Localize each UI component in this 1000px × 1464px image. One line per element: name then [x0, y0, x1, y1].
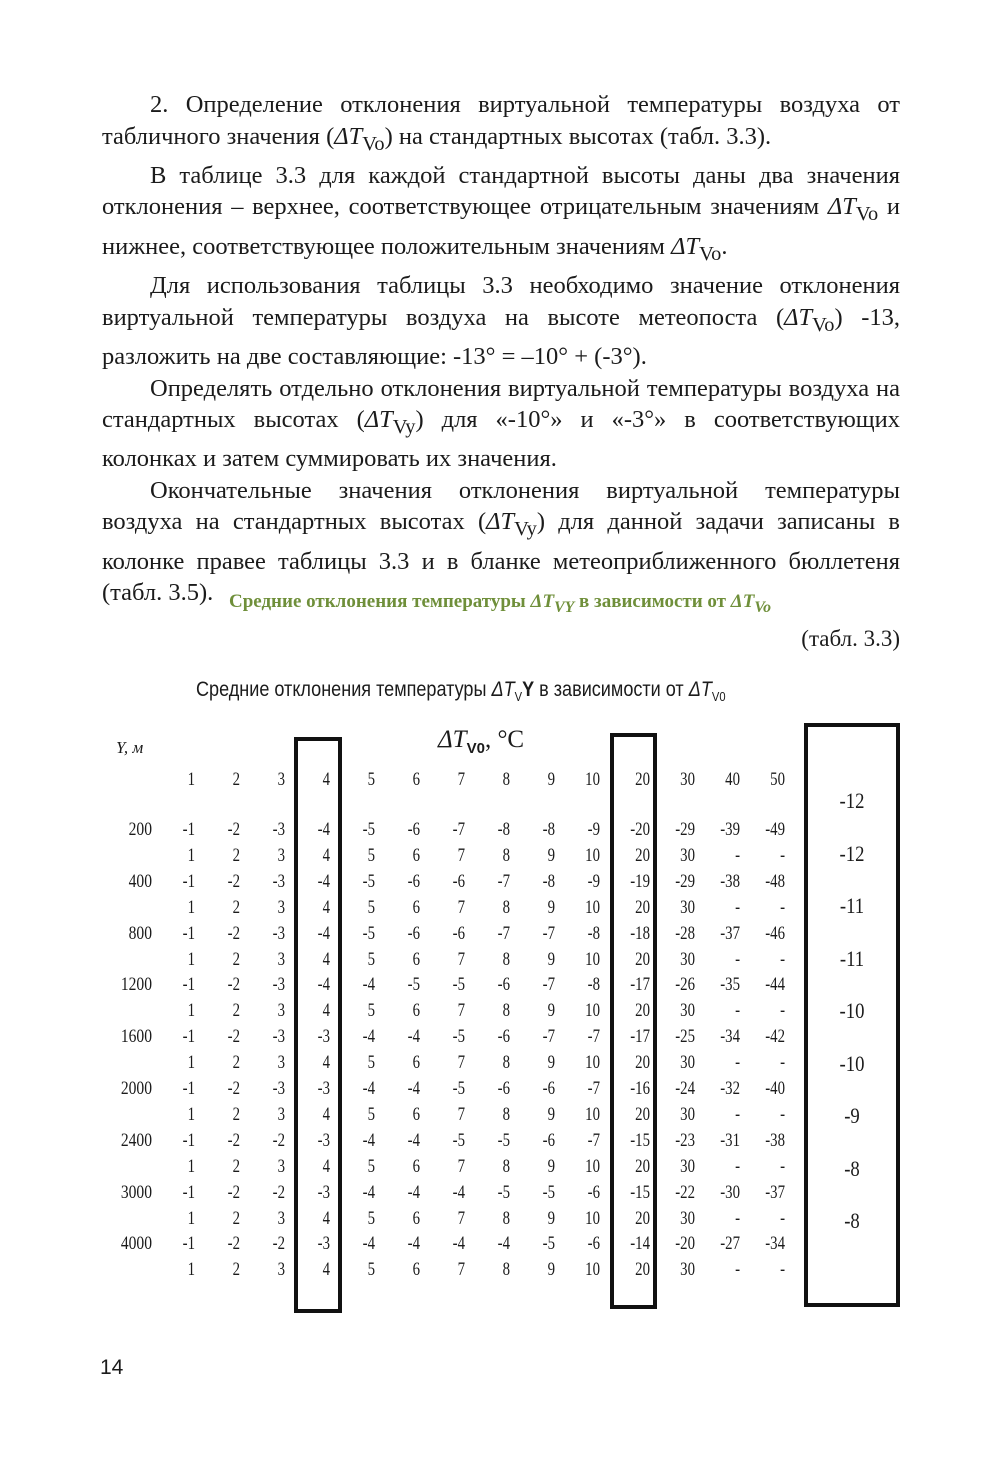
positive-deviation-cell: - — [735, 1259, 740, 1281]
negative-deviation-cell: -5 — [362, 819, 375, 840]
negative-deviation-cell: -19 — [630, 870, 650, 892]
negative-deviation-cell: -5 — [497, 1129, 510, 1151]
result-value: -9 — [844, 1103, 860, 1128]
positive-deviation-cell: 4 — [322, 1207, 330, 1229]
negative-deviation-cell: -1 — [182, 1233, 195, 1255]
negative-deviation-cell: -46 — [765, 922, 785, 944]
negative-deviation-cell: -4 — [317, 974, 330, 996]
positive-deviation-cell: 5 — [367, 896, 375, 918]
result-value: -8 — [844, 1156, 860, 1181]
body-text — [102, 89, 900, 609]
negative-deviation-cell: -3 — [272, 1026, 285, 1048]
negative-deviation-cell: -5 — [452, 974, 465, 996]
negative-deviation-cell: -5 — [362, 870, 375, 892]
positive-deviation-cell: - — [780, 1000, 785, 1022]
negative-deviation-cell: -8 — [587, 922, 600, 944]
negative-deviation-cell: -2 — [272, 1181, 285, 1203]
negative-deviation-cell: -27 — [720, 1233, 740, 1255]
negative-deviation-cell: -2 — [227, 870, 240, 892]
negative-deviation-cell: -38 — [720, 870, 740, 892]
paragraph-1: 2. Определение отклонения виртуальной температуры воздуха от табличного значения $(\Delta T_{Vo})$ на стандартных высотах (табл. 3.3). — [102, 91, 900, 155]
negative-deviation-cell: -22 — [675, 1181, 695, 1203]
positive-deviation-cell: 8 — [502, 1000, 510, 1022]
positive-deviation-cell: 9 — [547, 1259, 555, 1281]
negative-deviation-cell: -42 — [765, 1026, 785, 1048]
positive-deviation-cell: 10 — [585, 1155, 600, 1177]
positive-deviation-cell: 2 — [232, 1207, 240, 1229]
positive-deviation-cell: 6 — [412, 1259, 420, 1281]
negative-deviation-cell: -6 — [452, 922, 465, 944]
paragraph-2: В таблице 3.3 для каждой стандартной высоты даны два значения отклонения – верхнее, соответствующее отрицательным значениям $\Delta T_{Vo}$ и нижнее, соответствующее положительным значениям $\Delta T_{Vo}$. — [102, 161, 900, 265]
negative-deviation-cell: -3 — [317, 1129, 330, 1151]
negative-deviation-cell: -5 — [542, 1181, 555, 1203]
negative-deviation-cell: -7 — [452, 819, 465, 840]
positive-deviation-cell: 2 — [232, 1155, 240, 1177]
negative-deviation-cell: -31 — [720, 1129, 740, 1151]
negative-deviation-cell: -3 — [272, 922, 285, 944]
negative-deviation-cell: -1 — [182, 974, 195, 996]
positive-deviation-cell: 30 — [680, 1207, 695, 1229]
negative-deviation-cell: -16 — [630, 1078, 650, 1099]
negative-deviation-cell: -38 — [765, 1129, 785, 1151]
positive-deviation-cell: 7 — [457, 1052, 465, 1074]
negative-deviation-cell: -4 — [407, 1129, 420, 1151]
negative-deviation-cell: -5 — [452, 1078, 465, 1099]
positive-deviation-cell: 8 — [502, 1155, 510, 1177]
negative-deviation-cell: -8 — [497, 819, 510, 840]
positive-deviation-cell: 4 — [322, 948, 330, 970]
positive-deviation-cell: 1 — [187, 1104, 195, 1125]
positive-deviation-cell: 1 — [187, 948, 195, 970]
negative-deviation-cell: -40 — [765, 1078, 785, 1099]
positive-deviation-cell: 8 — [502, 1104, 510, 1125]
negative-deviation-cell: -4 — [407, 1233, 420, 1255]
column-header: 40 — [725, 769, 740, 790]
positive-deviation-cell: 9 — [547, 1207, 555, 1229]
negative-deviation-cell: -6 — [542, 1078, 555, 1099]
positive-deviation-cell: 6 — [412, 845, 420, 866]
positive-deviation-cell: 7 — [457, 1259, 465, 1281]
negative-deviation-cell: -17 — [630, 974, 650, 996]
negative-deviation-cell: -25 — [675, 1026, 695, 1048]
paragraph-3: Для использования таблицы 3.3 необходимо значение отклонения виртуальной температуры воздуха на высоте метеопоста $(\Delta T_{Vo})$ -13, разложить на две составляющие: -13° = –10° + (-3°). — [102, 272, 900, 371]
positive-deviation-cell: 5 — [367, 948, 375, 970]
negative-deviation-cell: -48 — [765, 870, 785, 892]
negative-deviation-cell: -5 — [362, 922, 375, 944]
positive-deviation-cell: 8 — [502, 1052, 510, 1074]
positive-deviation-cell: 20 — [635, 845, 650, 866]
negative-deviation-cell: -6 — [587, 1233, 600, 1255]
positive-deviation-cell: 7 — [457, 1000, 465, 1022]
positive-deviation-cell: 30 — [680, 1104, 695, 1125]
positive-deviation-cell: - — [735, 1155, 740, 1177]
column-header: 6 — [412, 769, 420, 790]
positive-deviation-cell: 8 — [502, 896, 510, 918]
negative-deviation-cell: -3 — [272, 870, 285, 892]
positive-deviation-cell: 4 — [322, 1000, 330, 1022]
column-header: 2 — [232, 769, 240, 790]
height-label: 400 — [128, 870, 152, 892]
positive-deviation-cell: 9 — [547, 1052, 555, 1074]
positive-deviation-cell: 20 — [635, 1000, 650, 1022]
positive-deviation-cell: 30 — [680, 896, 695, 918]
positive-deviation-cell: 1 — [187, 1155, 195, 1177]
negative-deviation-cell: -2 — [227, 922, 240, 944]
negative-deviation-cell: -5 — [452, 1026, 465, 1048]
positive-deviation-cell: 10 — [585, 1052, 600, 1074]
table-title: Средние отклонения температуры $\Delta T_VY$ в зависимости от $\Delta T_{V0}$ — [196, 678, 726, 705]
negative-deviation-cell: -7 — [587, 1026, 600, 1048]
negative-deviation-cell: -4 — [407, 1078, 420, 1099]
positive-deviation-cell: 9 — [547, 1000, 555, 1022]
positive-deviation-cell: 7 — [457, 896, 465, 918]
negative-deviation-cell: -6 — [542, 1129, 555, 1151]
negative-deviation-cell: -8 — [542, 819, 555, 840]
negative-deviation-cell: -3 — [317, 1233, 330, 1255]
positive-deviation-cell: 20 — [635, 1259, 650, 1281]
column-header: 3 — [277, 769, 285, 790]
height-label: 800 — [128, 922, 152, 944]
height-axis-label: Y, м — [116, 738, 144, 757]
negative-deviation-cell: -4 — [317, 870, 330, 892]
positive-deviation-cell: 10 — [585, 1207, 600, 1229]
negative-deviation-cell: -8 — [542, 870, 555, 892]
negative-deviation-cell: -1 — [182, 870, 195, 892]
negative-deviation-cell: -7 — [497, 870, 510, 892]
negative-deviation-cell: -4 — [452, 1181, 465, 1203]
positive-deviation-cell: 5 — [367, 1207, 375, 1229]
positive-deviation-cell: 5 — [367, 1155, 375, 1177]
positive-deviation-cell: 5 — [367, 1104, 375, 1125]
positive-deviation-cell: 8 — [502, 1207, 510, 1229]
positive-deviation-cell: 3 — [277, 1052, 285, 1074]
negative-deviation-cell: -4 — [362, 1181, 375, 1203]
result-value: -10 — [839, 1051, 865, 1076]
positive-deviation-cell: - — [735, 896, 740, 918]
negative-deviation-cell: -1 — [182, 819, 195, 840]
negative-deviation-cell: -4 — [362, 1129, 375, 1151]
height-label: 4000 — [120, 1233, 152, 1255]
negative-deviation-cell: -6 — [497, 974, 510, 996]
page-number: 14 — [100, 1356, 124, 1379]
negative-deviation-cell: -4 — [407, 1026, 420, 1048]
column-header: 1 — [187, 769, 195, 790]
column-header: 10 — [585, 769, 600, 790]
negative-deviation-cell: -4 — [407, 1181, 420, 1203]
negative-deviation-cell: -5 — [542, 1233, 555, 1255]
positive-deviation-cell: 3 — [277, 1000, 285, 1022]
result-value: -11 — [839, 893, 865, 918]
positive-deviation-cell: 20 — [635, 1104, 650, 1125]
positive-deviation-cell: - — [735, 1052, 740, 1074]
positive-deviation-cell: 20 — [635, 896, 650, 918]
positive-deviation-cell: 3 — [277, 896, 285, 918]
positive-deviation-cell: 8 — [502, 845, 510, 866]
positive-deviation-cell: - — [780, 1052, 785, 1074]
positive-deviation-cell: 2 — [232, 1104, 240, 1125]
negative-deviation-cell: -37 — [720, 922, 740, 944]
height-label: 200 — [128, 819, 152, 840]
negative-deviation-cell: -15 — [630, 1129, 650, 1151]
positive-deviation-cell: 3 — [277, 845, 285, 866]
negative-deviation-cell: -6 — [407, 819, 420, 840]
positive-deviation-cell: 6 — [412, 1155, 420, 1177]
positive-deviation-cell: 4 — [322, 1155, 330, 1177]
positive-deviation-cell: - — [735, 948, 740, 970]
negative-deviation-cell: -37 — [765, 1181, 785, 1203]
negative-deviation-cell: -34 — [765, 1233, 785, 1255]
negative-deviation-cell: -5 — [407, 974, 420, 996]
negative-deviation-cell: -7 — [497, 922, 510, 944]
negative-deviation-cell: -3 — [317, 1078, 330, 1099]
height-label: 1200 — [120, 974, 152, 996]
negative-deviation-cell: -7 — [542, 974, 555, 996]
positive-deviation-cell: 9 — [547, 1155, 555, 1177]
positive-deviation-cell: 4 — [322, 896, 330, 918]
positive-deviation-cell: 7 — [457, 948, 465, 970]
negative-deviation-cell: -7 — [587, 1129, 600, 1151]
positive-deviation-cell: 4 — [322, 1259, 330, 1281]
positive-deviation-cell: 5 — [367, 1259, 375, 1281]
positive-deviation-cell: 7 — [457, 845, 465, 866]
positive-deviation-cell: 20 — [635, 1155, 650, 1177]
positive-deviation-cell: 3 — [277, 1207, 285, 1229]
positive-deviation-cell: 9 — [547, 896, 555, 918]
positive-deviation-cell: 2 — [232, 1000, 240, 1022]
positive-deviation-cell: 6 — [412, 1000, 420, 1022]
column-header: 4 — [322, 769, 330, 790]
positive-deviation-cell: 5 — [367, 1052, 375, 1074]
negative-deviation-cell: -3 — [272, 1078, 285, 1099]
negative-deviation-cell: -1 — [182, 1078, 195, 1099]
positive-deviation-cell: 6 — [412, 1207, 420, 1229]
positive-deviation-cell: 6 — [412, 1052, 420, 1074]
negative-deviation-cell: -2 — [227, 1026, 240, 1048]
negative-deviation-cell: -15 — [630, 1181, 650, 1203]
negative-deviation-cell: -2 — [272, 1129, 285, 1151]
paragraph-4: Определять отдельно отклонения виртуальной температуры воздуха на стандартных высотах $(\Delta T_{Vy})$ для «-10°» и «-3°» в соответствующих колонках и затем суммировать их значения. — [102, 374, 901, 473]
positive-deviation-cell: 7 — [457, 1155, 465, 1177]
positive-deviation-cell: 9 — [547, 948, 555, 970]
negative-deviation-cell: -23 — [675, 1129, 695, 1151]
positive-deviation-cell: - — [780, 1207, 785, 1229]
negative-deviation-cell: -49 — [765, 819, 785, 840]
positive-deviation-cell: 4 — [322, 1104, 330, 1125]
positive-deviation-cell: 20 — [635, 1207, 650, 1229]
negative-deviation-cell: -7 — [542, 1026, 555, 1048]
positive-deviation-cell: 30 — [680, 1052, 695, 1074]
negative-deviation-cell: -4 — [317, 819, 330, 840]
column-header: 9 — [547, 769, 555, 790]
negative-deviation-cell: -2 — [227, 1233, 240, 1255]
positive-deviation-cell: 30 — [680, 1155, 695, 1177]
positive-deviation-cell: 2 — [232, 1052, 240, 1074]
positive-deviation-cell: 3 — [277, 1259, 285, 1281]
column-header: 8 — [502, 769, 510, 790]
negative-deviation-cell: -5 — [452, 1129, 465, 1151]
positive-deviation-cell: 20 — [635, 948, 650, 970]
negative-deviation-cell: -24 — [675, 1078, 695, 1099]
height-label: 1600 — [120, 1026, 152, 1048]
positive-deviation-cell: 6 — [412, 896, 420, 918]
positive-deviation-cell: 30 — [680, 1000, 695, 1022]
positive-deviation-cell: - — [780, 948, 785, 970]
positive-deviation-cell: 2 — [232, 948, 240, 970]
negative-deviation-cell: -2 — [227, 1078, 240, 1099]
positive-deviation-cell: 2 — [232, 845, 240, 866]
negative-deviation-cell: -9 — [587, 870, 600, 892]
positive-deviation-cell: 30 — [680, 845, 695, 866]
negative-deviation-cell: -8 — [587, 974, 600, 996]
negative-deviation-cell: -3 — [272, 974, 285, 996]
negative-deviation-cell: -28 — [675, 922, 695, 944]
positive-deviation-cell: - — [780, 845, 785, 866]
negative-deviation-cell: -4 — [317, 922, 330, 944]
result-value: -10 — [839, 998, 865, 1023]
positive-deviation-cell: 2 — [232, 896, 240, 918]
negative-deviation-cell: -6 — [452, 870, 465, 892]
negative-deviation-cell: -26 — [675, 974, 695, 996]
positive-deviation-cell: 4 — [322, 1052, 330, 1074]
negative-deviation-cell: -6 — [497, 1026, 510, 1048]
negative-deviation-cell: -20 — [630, 819, 650, 840]
positive-deviation-cell: 8 — [502, 1259, 510, 1281]
column-header: 30 — [680, 769, 695, 790]
column-header: 7 — [457, 769, 465, 790]
negative-deviation-cell: -4 — [362, 974, 375, 996]
negative-deviation-cell: -2 — [227, 819, 240, 840]
negative-deviation-cell: -29 — [675, 819, 695, 840]
result-value: -11 — [839, 946, 865, 971]
positive-deviation-cell: 10 — [585, 845, 600, 866]
negative-deviation-cell: -4 — [452, 1233, 465, 1255]
positive-deviation-cell: - — [780, 1155, 785, 1177]
table-caption: Средние отклонения температуры $\Delta T_{VY}$ в зависимости от $\Delta T_{Vo}$ — [228, 591, 772, 616]
negative-deviation-cell: -44 — [765, 974, 785, 996]
positive-deviation-cell: - — [780, 1104, 785, 1125]
positive-deviation-cell: 1 — [187, 896, 195, 918]
delta-tv0-label: $\Delta T_{V0}$, °C — [438, 726, 525, 757]
negative-deviation-cell: -35 — [720, 974, 740, 996]
positive-deviation-cell: - — [735, 1000, 740, 1022]
positive-deviation-cell: 1 — [187, 1207, 195, 1229]
negative-deviation-cell: -9 — [587, 819, 600, 840]
negative-deviation-cell: -5 — [497, 1181, 510, 1203]
negative-deviation-cell: -17 — [630, 1026, 650, 1048]
negative-deviation-cell: -1 — [182, 1129, 195, 1151]
positive-deviation-cell: 5 — [367, 1000, 375, 1022]
negative-deviation-cell: -14 — [630, 1233, 650, 1255]
negative-deviation-cell: -2 — [227, 974, 240, 996]
positive-deviation-cell: 10 — [585, 948, 600, 970]
positive-deviation-cell: 9 — [547, 845, 555, 866]
positive-deviation-cell: 20 — [635, 1052, 650, 1074]
negative-deviation-cell: -39 — [720, 819, 740, 840]
positive-deviation-cell: 6 — [412, 948, 420, 970]
column-header: 20 — [635, 769, 650, 790]
positive-deviation-cell: - — [735, 1207, 740, 1229]
height-label: 3000 — [120, 1181, 152, 1203]
negative-deviation-cell: -3 — [317, 1026, 330, 1048]
positive-deviation-cell: 3 — [277, 1104, 285, 1125]
negative-deviation-cell: -7 — [542, 922, 555, 944]
positive-deviation-cell: 3 — [277, 1155, 285, 1177]
positive-deviation-cell: 10 — [585, 1104, 600, 1125]
negative-deviation-cell: -7 — [587, 1078, 600, 1099]
column-header: 5 — [367, 769, 375, 790]
negative-deviation-cell: -4 — [362, 1233, 375, 1255]
positive-deviation-cell: 2 — [232, 1259, 240, 1281]
positive-deviation-cell: 8 — [502, 948, 510, 970]
table-reference: (табл. 3.3) — [801, 626, 900, 651]
negative-deviation-cell: -2 — [272, 1233, 285, 1255]
negative-deviation-cell: -3 — [317, 1181, 330, 1203]
positive-deviation-cell: 5 — [367, 845, 375, 866]
positive-deviation-cell: 10 — [585, 1259, 600, 1281]
positive-deviation-cell: 3 — [277, 948, 285, 970]
positive-deviation-cell: - — [735, 1104, 740, 1125]
negative-deviation-cell: -20 — [675, 1233, 695, 1255]
negative-deviation-cell: -3 — [272, 819, 285, 840]
negative-deviation-cell: -32 — [720, 1078, 740, 1099]
positive-deviation-cell: 30 — [680, 948, 695, 970]
positive-deviation-cell: 6 — [412, 1104, 420, 1125]
negative-deviation-cell: -6 — [407, 870, 420, 892]
positive-deviation-cell: 9 — [547, 1104, 555, 1125]
positive-deviation-cell: 30 — [680, 1259, 695, 1281]
positive-deviation-cell: 7 — [457, 1207, 465, 1229]
result-value: -12 — [839, 841, 865, 866]
positive-deviation-cell: 1 — [187, 845, 195, 866]
paragraph-5: Окончательные значения отклонения виртуальной температуры воздуха на стандартных высотах $(\Delta T_{Vy})$ для данной задачи записаны в колонке правее таблицы 3.3 и в бланке метеоприближенного бюллетеня (табл. 3.5). — [102, 476, 901, 607]
negative-deviation-cell: -4 — [362, 1026, 375, 1048]
positive-deviation-cell: 4 — [322, 845, 330, 866]
positive-deviation-cell: 10 — [585, 896, 600, 918]
positive-deviation-cell: 10 — [585, 1000, 600, 1022]
positive-deviation-cell: 7 — [457, 1104, 465, 1125]
positive-deviation-cell: 1 — [187, 1052, 195, 1074]
height-label: 2400 — [120, 1129, 152, 1151]
positive-deviation-cell: - — [780, 1259, 785, 1281]
positive-deviation-cell: 1 — [187, 1259, 195, 1281]
positive-deviation-cell: - — [780, 896, 785, 918]
negative-deviation-cell: -29 — [675, 870, 695, 892]
negative-deviation-cell: -4 — [362, 1078, 375, 1099]
negative-deviation-cell: -30 — [720, 1181, 740, 1203]
column-header: 50 — [770, 769, 785, 790]
negative-deviation-cell: -18 — [630, 922, 650, 944]
negative-deviation-cell: -1 — [182, 1026, 195, 1048]
result-value: -8 — [844, 1208, 860, 1233]
positive-deviation-cell: 1 — [187, 1000, 195, 1022]
negative-deviation-cell: -6 — [407, 922, 420, 944]
negative-deviation-cell: -6 — [587, 1181, 600, 1203]
negative-deviation-cell: -1 — [182, 922, 195, 944]
negative-deviation-cell: -2 — [227, 1129, 240, 1151]
negative-deviation-cell: -4 — [497, 1233, 510, 1255]
positive-deviation-cell: - — [735, 845, 740, 866]
height-label: 2000 — [120, 1078, 152, 1099]
negative-deviation-cell: -2 — [227, 1181, 240, 1203]
negative-deviation-cell: -1 — [182, 1181, 195, 1203]
negative-deviation-cell: -6 — [497, 1078, 510, 1099]
negative-deviation-cell: -34 — [720, 1026, 740, 1048]
result-value: -12 — [839, 788, 865, 813]
